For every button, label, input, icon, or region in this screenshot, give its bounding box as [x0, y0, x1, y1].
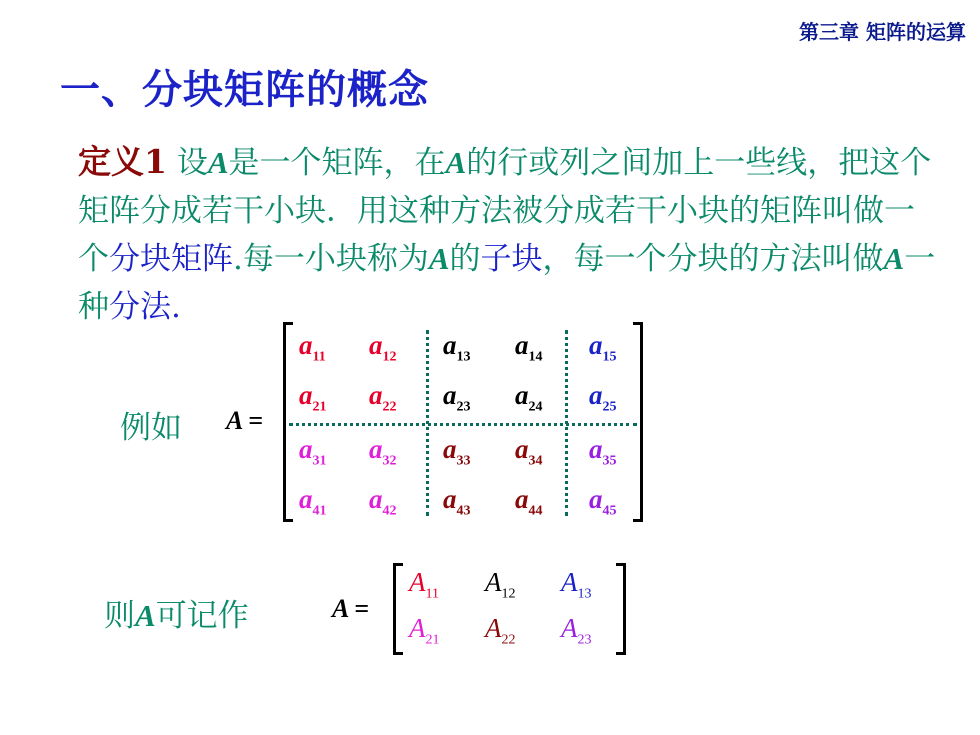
block-entry — [409, 613, 440, 648]
right-bracket — [633, 322, 643, 522]
entry-subscript: 21 — [425, 632, 440, 648]
entry-base: a — [515, 434, 529, 464]
entry-subscript: 42 — [382, 503, 397, 519]
block-entry — [561, 613, 592, 648]
chapter-header: 第三章 矩阵的运算 — [799, 20, 966, 44]
entry-base: a — [369, 330, 383, 360]
entry-base: a — [589, 330, 603, 360]
entry-subscript: 35 — [602, 453, 617, 469]
entry-base: a — [515, 484, 529, 514]
label-pre: 则 — [104, 598, 135, 634]
entry-base: a — [589, 380, 603, 410]
matrix-entry — [443, 330, 471, 365]
entry-subscript: 11 — [425, 586, 439, 602]
matrix-entry — [443, 434, 471, 469]
partitioned-matrix — [283, 322, 643, 522]
example-label: 例如 — [120, 410, 182, 446]
left-bracket — [283, 322, 293, 522]
matrix-entry — [369, 330, 397, 365]
entry-subscript: 43 — [456, 503, 471, 519]
term-partition: 分法 — [109, 289, 171, 325]
entry-base: a — [443, 330, 457, 360]
entry-subscript: 44 — [528, 503, 543, 519]
left-bracket — [393, 563, 403, 655]
matrix-entry — [443, 484, 471, 519]
entry-subscript: 14 — [528, 349, 543, 365]
entry-subscript: 32 — [382, 453, 397, 469]
block-form-lhs — [332, 594, 369, 624]
entry-subscript: 23 — [456, 399, 471, 415]
entry-base: a — [299, 484, 313, 514]
matrix-entry — [369, 434, 397, 469]
right-bracket — [616, 563, 626, 655]
entry-subscript: 11 — [312, 349, 326, 365]
entry-subscript: 22 — [382, 399, 397, 415]
entry-base: a — [515, 330, 529, 360]
entry-base: a — [443, 380, 457, 410]
entry-base: a — [443, 434, 457, 464]
row-divider — [289, 423, 637, 426]
var-a: A — [428, 241, 450, 276]
entry-base: A — [561, 613, 578, 643]
def-text-4: .每一小块称为 — [233, 241, 429, 277]
entry-base: a — [443, 484, 457, 514]
entry-subscript: 25 — [602, 399, 617, 415]
lhs-var: A — [332, 594, 348, 623]
entry-subscript: 12 — [501, 586, 516, 602]
block-form-label — [104, 590, 249, 635]
entry-base: a — [299, 380, 313, 410]
var-a: A — [135, 598, 156, 633]
var-a: A — [207, 145, 229, 180]
entry-subscript: 41 — [312, 503, 327, 519]
entry-subscript: 34 — [528, 453, 543, 469]
var-a: A — [883, 241, 905, 276]
label-post: 可记作 — [155, 598, 249, 634]
block-entry — [485, 613, 516, 648]
lhs-var: A — [226, 406, 242, 435]
matrix-entry — [299, 380, 327, 415]
entry-base: a — [369, 380, 383, 410]
def-text-5: 的 — [449, 241, 481, 277]
def-text-1: 设 — [176, 145, 208, 181]
def-text-7: 一种 — [78, 241, 936, 325]
example-lhs — [226, 406, 263, 436]
matrix-entry — [589, 434, 617, 469]
def-text-8: . — [171, 289, 181, 325]
matrix-entry — [589, 484, 617, 519]
def-text-2: 是一个矩阵，在 — [228, 145, 446, 181]
equals-sign: = — [354, 594, 370, 623]
block-entry — [409, 567, 439, 602]
entry-base: a — [369, 484, 383, 514]
entry-base: A — [485, 567, 502, 597]
entry-base: A — [409, 567, 426, 597]
matrix-entry — [369, 380, 397, 415]
entry-subscript: 31 — [312, 453, 327, 469]
entry-subscript: 12 — [382, 349, 397, 365]
def-text-3: 的行或列之间加上一些线，把这个矩阵分成若干小块．用这种方法被分成若干小块的矩阵叫做一个 — [78, 145, 932, 277]
entry-base: a — [515, 380, 529, 410]
entry-base: a — [299, 330, 313, 360]
block-matrix — [393, 563, 626, 655]
matrix-entry — [299, 330, 326, 365]
entry-base: a — [369, 434, 383, 464]
entry-subscript: 15 — [602, 349, 617, 365]
entry-subscript: 13 — [577, 586, 592, 602]
matrix-entry — [299, 484, 327, 519]
block-entry — [561, 567, 592, 602]
matrix-entry — [515, 380, 543, 415]
entry-subscript: 23 — [577, 632, 592, 648]
definition-label: 定义1 — [78, 142, 167, 181]
matrix-entry — [515, 330, 543, 365]
matrix-entry — [299, 434, 327, 469]
entry-subscript: 45 — [602, 503, 617, 519]
matrix-entry — [515, 484, 543, 519]
entry-base: a — [589, 484, 603, 514]
entry-base: a — [589, 434, 603, 464]
matrix-entry — [515, 434, 543, 469]
entry-subscript: 21 — [312, 399, 327, 415]
matrix-entry — [443, 380, 471, 415]
equals-sign: = — [248, 406, 264, 435]
term-sub-block: 子块 — [480, 241, 543, 277]
matrix-entry — [589, 330, 617, 365]
entry-subscript: 13 — [456, 349, 471, 365]
def-text-6: ，每一个分块的方法叫做 — [542, 241, 884, 277]
block-entry — [485, 567, 516, 602]
matrix-entry — [369, 484, 397, 519]
var-a: A — [445, 145, 467, 180]
entry-subscript: 24 — [528, 399, 543, 415]
entry-subscript: 22 — [501, 632, 516, 648]
term-block-matrix: 分块矩阵 — [109, 241, 233, 277]
matrix-entry — [589, 380, 617, 415]
entry-subscript: 33 — [456, 453, 471, 469]
entry-base: A — [485, 613, 502, 643]
definition-paragraph — [78, 138, 938, 331]
entry-base: a — [299, 434, 313, 464]
section-title: 一、分块矩阵的概念 — [60, 66, 429, 113]
entry-base: A — [409, 613, 426, 643]
entry-base: A — [561, 567, 578, 597]
